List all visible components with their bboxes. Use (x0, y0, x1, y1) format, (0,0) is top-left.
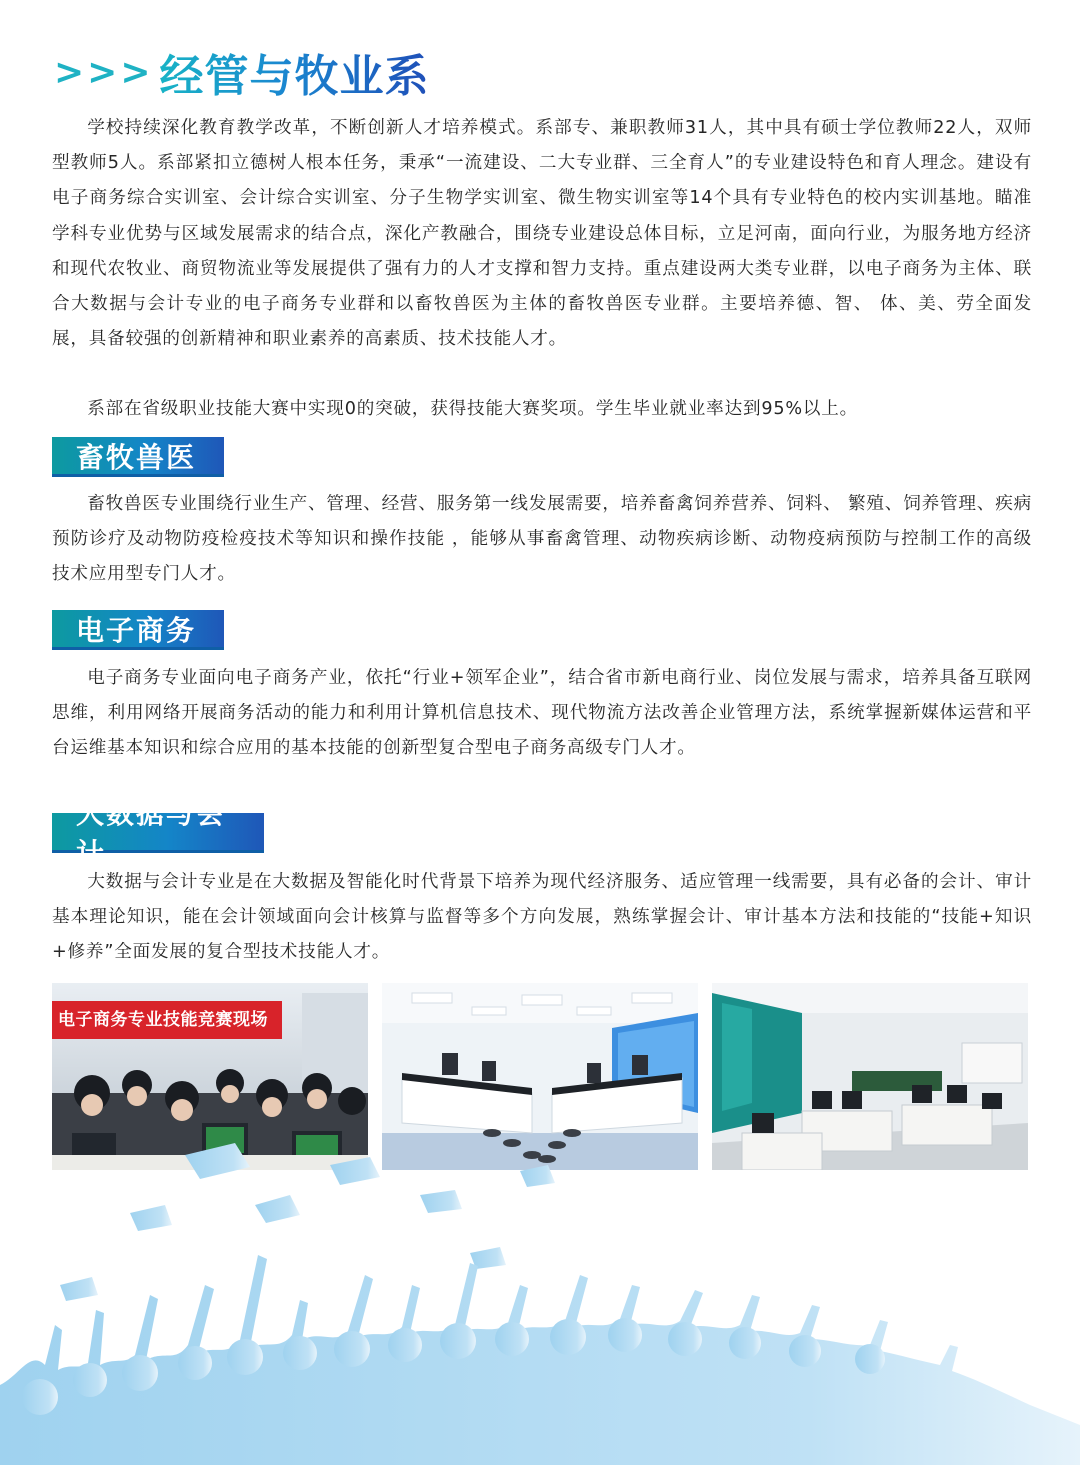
section-title: 大数据与会计 (76, 796, 227, 870)
section-header-animal-husbandry (52, 437, 224, 477)
section-title: 畜牧兽医 (76, 440, 197, 474)
intro-paragraph-1: 学校持续深化教育教学改革，不断创新人才培养模式。系部专、兼职教师31人，其中具有硕士学位教师22人，双师型教师5人。系部紧扣立德树人根本任务，秉承“一流建设、二大专业群、三全育人”的专业建设特色和育人理念。建设有电子商务综合实训室、会计综合实训室、分子生物学实训室、微生物实训室等14个具有专业特色的校内实训基地。瞄准学科专业优势与区域发展需求的结合点，深化产教融合，围绕专业建设总体目标，立足河南，面向行业，为服务地方经济和现代农牧业、商贸物流业等发展提供了强有力的人才支撑和智力支持。重点建设两大类专业群，以电子商务为主体、联合大数据与会计专业的电子商务专业群和以畜牧兽医为主体的畜牧兽医专业群。主要培养德、智、 体、美、劳全面发展，具备较强的创新精神和职业素养的高素质、技术技能人才。 (52, 118, 1032, 350)
section-text-animal-husbandry: 畜牧兽医专业围绕行业生产、管理、经营、服务第一线发展需要，培养畜禽饲养营养、饲料、 繁殖、饲养管理、疾病预防诊疗及动物防疫检疫技术等知识和操作技能 ，能够从事畜禽管理、动物疾病诊断、动物疫病预防与控制工作的高级技术应用型专门人才。 (52, 494, 1032, 585)
photo-banner-text: 电子商务专业技能竞赛现场 (58, 1010, 268, 1030)
page-title (54, 40, 430, 104)
page-title-text: 经管与牧业系 (160, 40, 430, 104)
intro-paragraph-2: 系部在省级职业技能大赛中实现0的突破，获得技能大赛奖项。学生毕业就业率达到95%以上。 (87, 399, 859, 419)
section-text-big-data-accounting: 大数据与会计专业是在大数据及智能化时代背景下培养为现代经济服务、适应管理一线需要，具有必备的会计、审计基本理论知识，能在会计领域面向会计核算与监督等多个方向发展，熟练掌握会计、审计基本方法和技能的“技能+知识+修养”全面发展的复合型技术技能人才。 (52, 872, 1032, 963)
graduation-silhouette-graphic (0, 1135, 1080, 1465)
title-arrows: >>> (54, 51, 154, 93)
section-text-ecommerce: 电子商务专业面向电子商务产业，依托“行业+领军企业”，结合省市新电商行业、岗位发展与需求，培养具备互联网思维，利用网络开展商务活动的能力和利用计算机信息技术、现代物流方法改善企业管理方法，系统掌握新媒体运营和平台运维基本知识和综合应用的基本技能的创新型复合型电子商务高级专门人才。 (52, 668, 1032, 759)
section-header-big-data-accounting (52, 796, 264, 870)
section-title: 电子商务 (76, 613, 197, 647)
section-header-ecommerce (52, 610, 224, 650)
